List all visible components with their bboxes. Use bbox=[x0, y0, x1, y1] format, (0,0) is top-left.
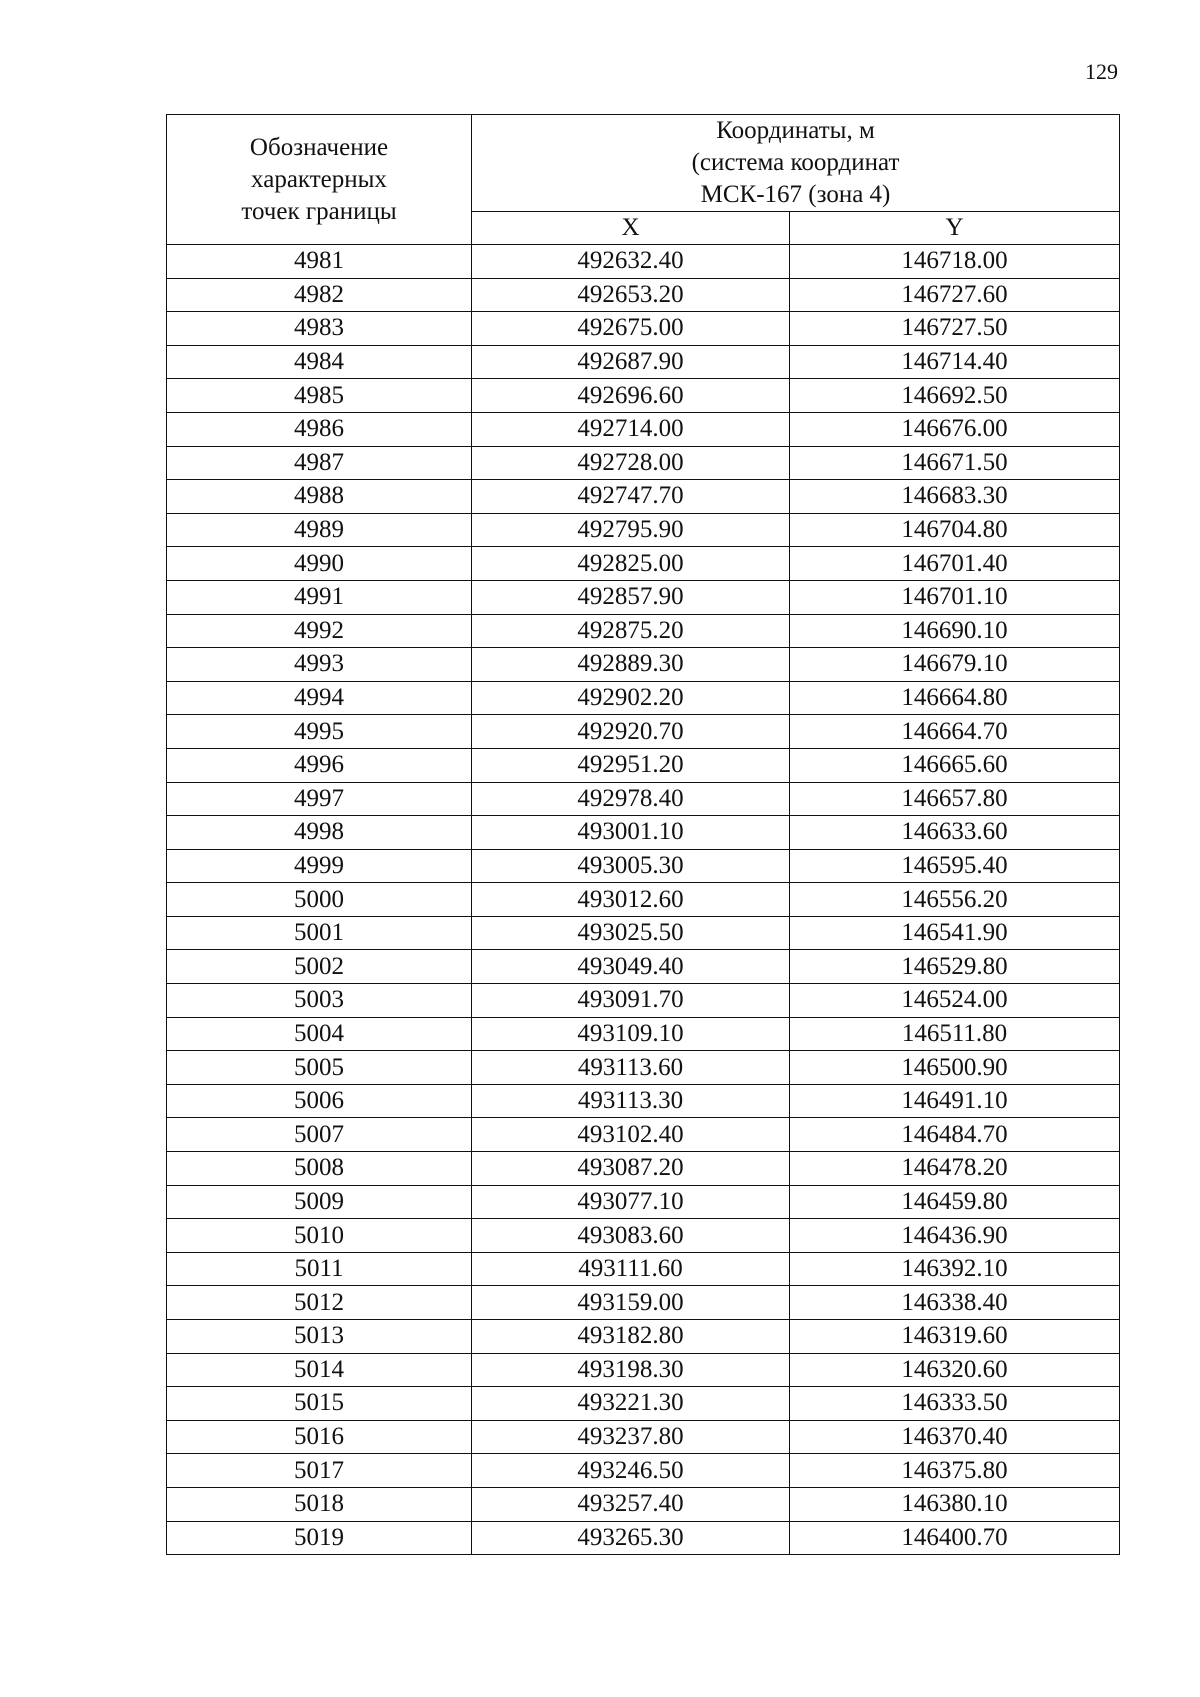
x-coordinate-cell: 492714.00 bbox=[472, 412, 790, 446]
x-coordinate-cell: 492875.20 bbox=[472, 614, 790, 648]
x-coordinate-cell: 493198.30 bbox=[472, 1353, 790, 1387]
point-designation-cell: 5008 bbox=[167, 1152, 472, 1186]
coords-header-line: МСК-167 (зона 4) bbox=[700, 181, 891, 208]
y-coordinate-cell: 146665.60 bbox=[790, 748, 1120, 782]
table-row bbox=[167, 412, 1120, 446]
point-designation-cell: 5013 bbox=[167, 1320, 472, 1354]
x-coordinate-cell: 492902.20 bbox=[472, 681, 790, 715]
y-coordinate-cell: 146320.60 bbox=[790, 1353, 1120, 1387]
y-coordinate-cell: 146692.50 bbox=[790, 379, 1120, 413]
x-coordinate-cell: 492825.00 bbox=[472, 547, 790, 581]
x-coordinate-cell: 492795.90 bbox=[472, 513, 790, 547]
coordinates-table bbox=[166, 114, 1120, 1555]
y-coordinate-cell: 146478.20 bbox=[790, 1152, 1120, 1186]
point-designation-cell: 4982 bbox=[167, 278, 472, 312]
point-designation-cell: 5017 bbox=[167, 1454, 472, 1488]
table-row bbox=[167, 1084, 1120, 1118]
y-coordinate-cell: 146683.30 bbox=[790, 480, 1120, 514]
point-designation-cell: 5009 bbox=[167, 1185, 472, 1219]
x-coordinate-cell: 493237.80 bbox=[472, 1420, 790, 1454]
x-coordinate-cell: 492728.00 bbox=[472, 446, 790, 480]
table-row bbox=[167, 1420, 1120, 1454]
y-column-header: Y bbox=[790, 212, 1120, 245]
table-row bbox=[167, 1353, 1120, 1387]
coords-header-line: Координаты, м bbox=[716, 117, 875, 144]
table-row bbox=[167, 480, 1120, 514]
point-designation-cell: 4990 bbox=[167, 547, 472, 581]
table-row bbox=[167, 715, 1120, 749]
x-coordinate-cell: 493083.60 bbox=[472, 1219, 790, 1253]
table-row bbox=[167, 916, 1120, 950]
y-coordinate-cell: 146701.10 bbox=[790, 580, 1120, 614]
table-row bbox=[167, 950, 1120, 984]
y-coordinate-cell: 146664.70 bbox=[790, 715, 1120, 749]
x-coordinate-cell: 493246.50 bbox=[472, 1454, 790, 1488]
y-coordinate-cell: 146319.60 bbox=[790, 1320, 1120, 1354]
x-coordinate-cell: 492696.60 bbox=[472, 379, 790, 413]
table-row bbox=[167, 1185, 1120, 1219]
x-coordinate-cell: 493265.30 bbox=[472, 1521, 790, 1555]
header-row-main bbox=[167, 115, 1120, 212]
y-coordinate-cell: 146556.20 bbox=[790, 883, 1120, 917]
table-row bbox=[167, 648, 1120, 682]
y-coordinate-cell: 146375.80 bbox=[790, 1454, 1120, 1488]
x-column-header: X bbox=[472, 212, 790, 245]
y-coordinate-cell: 146392.10 bbox=[790, 1252, 1120, 1286]
point-designation-cell: 4986 bbox=[167, 412, 472, 446]
point-designation-cell: 5006 bbox=[167, 1084, 472, 1118]
x-coordinate-cell: 493077.10 bbox=[472, 1185, 790, 1219]
table-row bbox=[167, 345, 1120, 379]
table-row bbox=[167, 984, 1120, 1018]
x-coordinate-cell: 493001.10 bbox=[472, 816, 790, 850]
table-row bbox=[167, 1118, 1120, 1152]
point-designation-cell: 4994 bbox=[167, 681, 472, 715]
point-designation-cell: 4987 bbox=[167, 446, 472, 480]
table-row bbox=[167, 1454, 1120, 1488]
y-coordinate-cell: 146491.10 bbox=[790, 1084, 1120, 1118]
point-designation-cell: 4985 bbox=[167, 379, 472, 413]
point-designation-cell: 4999 bbox=[167, 849, 472, 883]
point-header-line: точек границы bbox=[241, 197, 397, 225]
x-coordinate-cell: 492920.70 bbox=[472, 715, 790, 749]
coords-header-line: (система координат bbox=[691, 149, 900, 176]
x-coordinate-cell: 493087.20 bbox=[472, 1152, 790, 1186]
y-coordinate-cell: 146690.10 bbox=[790, 614, 1120, 648]
table-row bbox=[167, 547, 1120, 581]
y-coordinate-cell: 146704.80 bbox=[790, 513, 1120, 547]
point-designation-cell: 5007 bbox=[167, 1118, 472, 1152]
point-header-line: характерных bbox=[251, 165, 387, 193]
y-coordinate-cell: 146664.80 bbox=[790, 681, 1120, 715]
point-designation-cell: 4983 bbox=[167, 312, 472, 346]
point-designation-cell: 5003 bbox=[167, 984, 472, 1018]
table-row bbox=[167, 1152, 1120, 1186]
point-designation-cell: 4996 bbox=[167, 748, 472, 782]
y-coordinate-cell: 146727.50 bbox=[790, 312, 1120, 346]
point-designation-cell: 5011 bbox=[167, 1252, 472, 1286]
coordinates-header bbox=[472, 115, 1120, 212]
table-row bbox=[167, 1286, 1120, 1320]
y-coordinate-cell: 146633.60 bbox=[790, 816, 1120, 850]
table-row bbox=[167, 782, 1120, 816]
x-coordinate-cell: 492857.90 bbox=[472, 580, 790, 614]
y-coordinate-cell: 146541.90 bbox=[790, 916, 1120, 950]
table-row bbox=[167, 1320, 1120, 1354]
table-row bbox=[167, 312, 1120, 346]
point-designation-cell: 4991 bbox=[167, 580, 472, 614]
table-row bbox=[167, 446, 1120, 480]
y-coordinate-cell: 146701.40 bbox=[790, 547, 1120, 581]
table-row bbox=[167, 1487, 1120, 1521]
x-coordinate-cell: 493182.80 bbox=[472, 1320, 790, 1354]
point-designation-cell: 4984 bbox=[167, 345, 472, 379]
x-coordinate-cell: 492889.30 bbox=[472, 648, 790, 682]
x-coordinate-cell: 492747.70 bbox=[472, 480, 790, 514]
point-designation-cell: 4993 bbox=[167, 648, 472, 682]
y-coordinate-cell: 146679.10 bbox=[790, 648, 1120, 682]
point-designation-cell: 5004 bbox=[167, 1017, 472, 1051]
table-row bbox=[167, 1219, 1120, 1253]
point-designation-cell: 5005 bbox=[167, 1051, 472, 1085]
y-coordinate-cell: 146524.00 bbox=[790, 984, 1120, 1018]
table-row bbox=[167, 614, 1120, 648]
y-coordinate-cell: 146484.70 bbox=[790, 1118, 1120, 1152]
point-designation-cell: 5000 bbox=[167, 883, 472, 917]
x-coordinate-cell: 493005.30 bbox=[472, 849, 790, 883]
point-designation-cell: 4998 bbox=[167, 816, 472, 850]
table-row bbox=[167, 580, 1120, 614]
point-designation-cell: 5015 bbox=[167, 1387, 472, 1421]
y-coordinate-cell: 146380.10 bbox=[790, 1487, 1120, 1521]
y-coordinate-cell: 146529.80 bbox=[790, 950, 1120, 984]
x-coordinate-cell: 492675.00 bbox=[472, 312, 790, 346]
point-designation-cell: 4995 bbox=[167, 715, 472, 749]
x-coordinate-cell: 493109.10 bbox=[472, 1017, 790, 1051]
y-coordinate-cell: 146718.00 bbox=[790, 245, 1120, 279]
y-coordinate-cell: 146333.50 bbox=[790, 1387, 1120, 1421]
table-row bbox=[167, 1521, 1120, 1555]
table-row bbox=[167, 816, 1120, 850]
table-row bbox=[167, 849, 1120, 883]
point-designation-cell: 5002 bbox=[167, 950, 472, 984]
point-designation-cell: 5001 bbox=[167, 916, 472, 950]
point-designation-cell: 5016 bbox=[167, 1420, 472, 1454]
x-coordinate-cell: 493113.60 bbox=[472, 1051, 790, 1085]
y-coordinate-cell: 146657.80 bbox=[790, 782, 1120, 816]
point-designation-cell: 4992 bbox=[167, 614, 472, 648]
x-coordinate-cell: 492632.40 bbox=[472, 245, 790, 279]
table-row bbox=[167, 278, 1120, 312]
x-coordinate-cell: 493102.40 bbox=[472, 1118, 790, 1152]
point-designation-cell: 5019 bbox=[167, 1521, 472, 1555]
y-coordinate-cell: 146714.40 bbox=[790, 345, 1120, 379]
y-coordinate-cell: 146500.90 bbox=[790, 1051, 1120, 1085]
point-designation-cell: 5012 bbox=[167, 1286, 472, 1320]
point-header-line: Обозначение bbox=[249, 133, 389, 161]
x-coordinate-cell: 493113.30 bbox=[472, 1084, 790, 1118]
x-coordinate-cell: 493111.60 bbox=[472, 1252, 790, 1286]
table-row bbox=[167, 513, 1120, 547]
table-row bbox=[167, 1051, 1120, 1085]
point-designation-cell: 4997 bbox=[167, 782, 472, 816]
y-coordinate-cell: 146727.60 bbox=[790, 278, 1120, 312]
y-coordinate-cell: 146338.40 bbox=[790, 1286, 1120, 1320]
table-row bbox=[167, 748, 1120, 782]
x-coordinate-cell: 493025.50 bbox=[472, 916, 790, 950]
point-designation-cell: 4981 bbox=[167, 245, 472, 279]
y-coordinate-cell: 146595.40 bbox=[790, 849, 1120, 883]
table-row bbox=[167, 379, 1120, 413]
x-coordinate-cell: 493012.60 bbox=[472, 883, 790, 917]
point-designation-header bbox=[167, 115, 472, 245]
x-coordinate-cell: 493221.30 bbox=[472, 1387, 790, 1421]
x-coordinate-cell: 492978.40 bbox=[472, 782, 790, 816]
x-coordinate-cell: 492653.20 bbox=[472, 278, 790, 312]
point-designation-cell: 5018 bbox=[167, 1487, 472, 1521]
table-row bbox=[167, 1387, 1120, 1421]
y-coordinate-cell: 146370.40 bbox=[790, 1420, 1120, 1454]
point-designation-cell: 5010 bbox=[167, 1219, 472, 1253]
x-coordinate-cell: 492687.90 bbox=[472, 345, 790, 379]
x-coordinate-cell: 492951.20 bbox=[472, 748, 790, 782]
x-coordinate-cell: 493159.00 bbox=[472, 1286, 790, 1320]
y-coordinate-cell: 146436.90 bbox=[790, 1219, 1120, 1253]
y-coordinate-cell: 146671.50 bbox=[790, 446, 1120, 480]
point-designation-cell: 5014 bbox=[167, 1353, 472, 1387]
table-header bbox=[167, 115, 1120, 245]
y-coordinate-cell: 146459.80 bbox=[790, 1185, 1120, 1219]
y-coordinate-cell: 146676.00 bbox=[790, 412, 1120, 446]
page-number: 129 bbox=[1085, 59, 1118, 84]
table-body bbox=[167, 245, 1120, 1555]
x-coordinate-cell: 493091.70 bbox=[472, 984, 790, 1018]
x-coordinate-cell: 493049.40 bbox=[472, 950, 790, 984]
table-row bbox=[167, 883, 1120, 917]
table-row bbox=[167, 681, 1120, 715]
y-coordinate-cell: 146511.80 bbox=[790, 1017, 1120, 1051]
point-designation-cell: 4988 bbox=[167, 480, 472, 514]
table-row bbox=[167, 245, 1120, 279]
table-row bbox=[167, 1017, 1120, 1051]
point-designation-cell: 4989 bbox=[167, 513, 472, 547]
table-row bbox=[167, 1252, 1120, 1286]
x-coordinate-cell: 493257.40 bbox=[472, 1487, 790, 1521]
y-coordinate-cell: 146400.70 bbox=[790, 1521, 1120, 1555]
